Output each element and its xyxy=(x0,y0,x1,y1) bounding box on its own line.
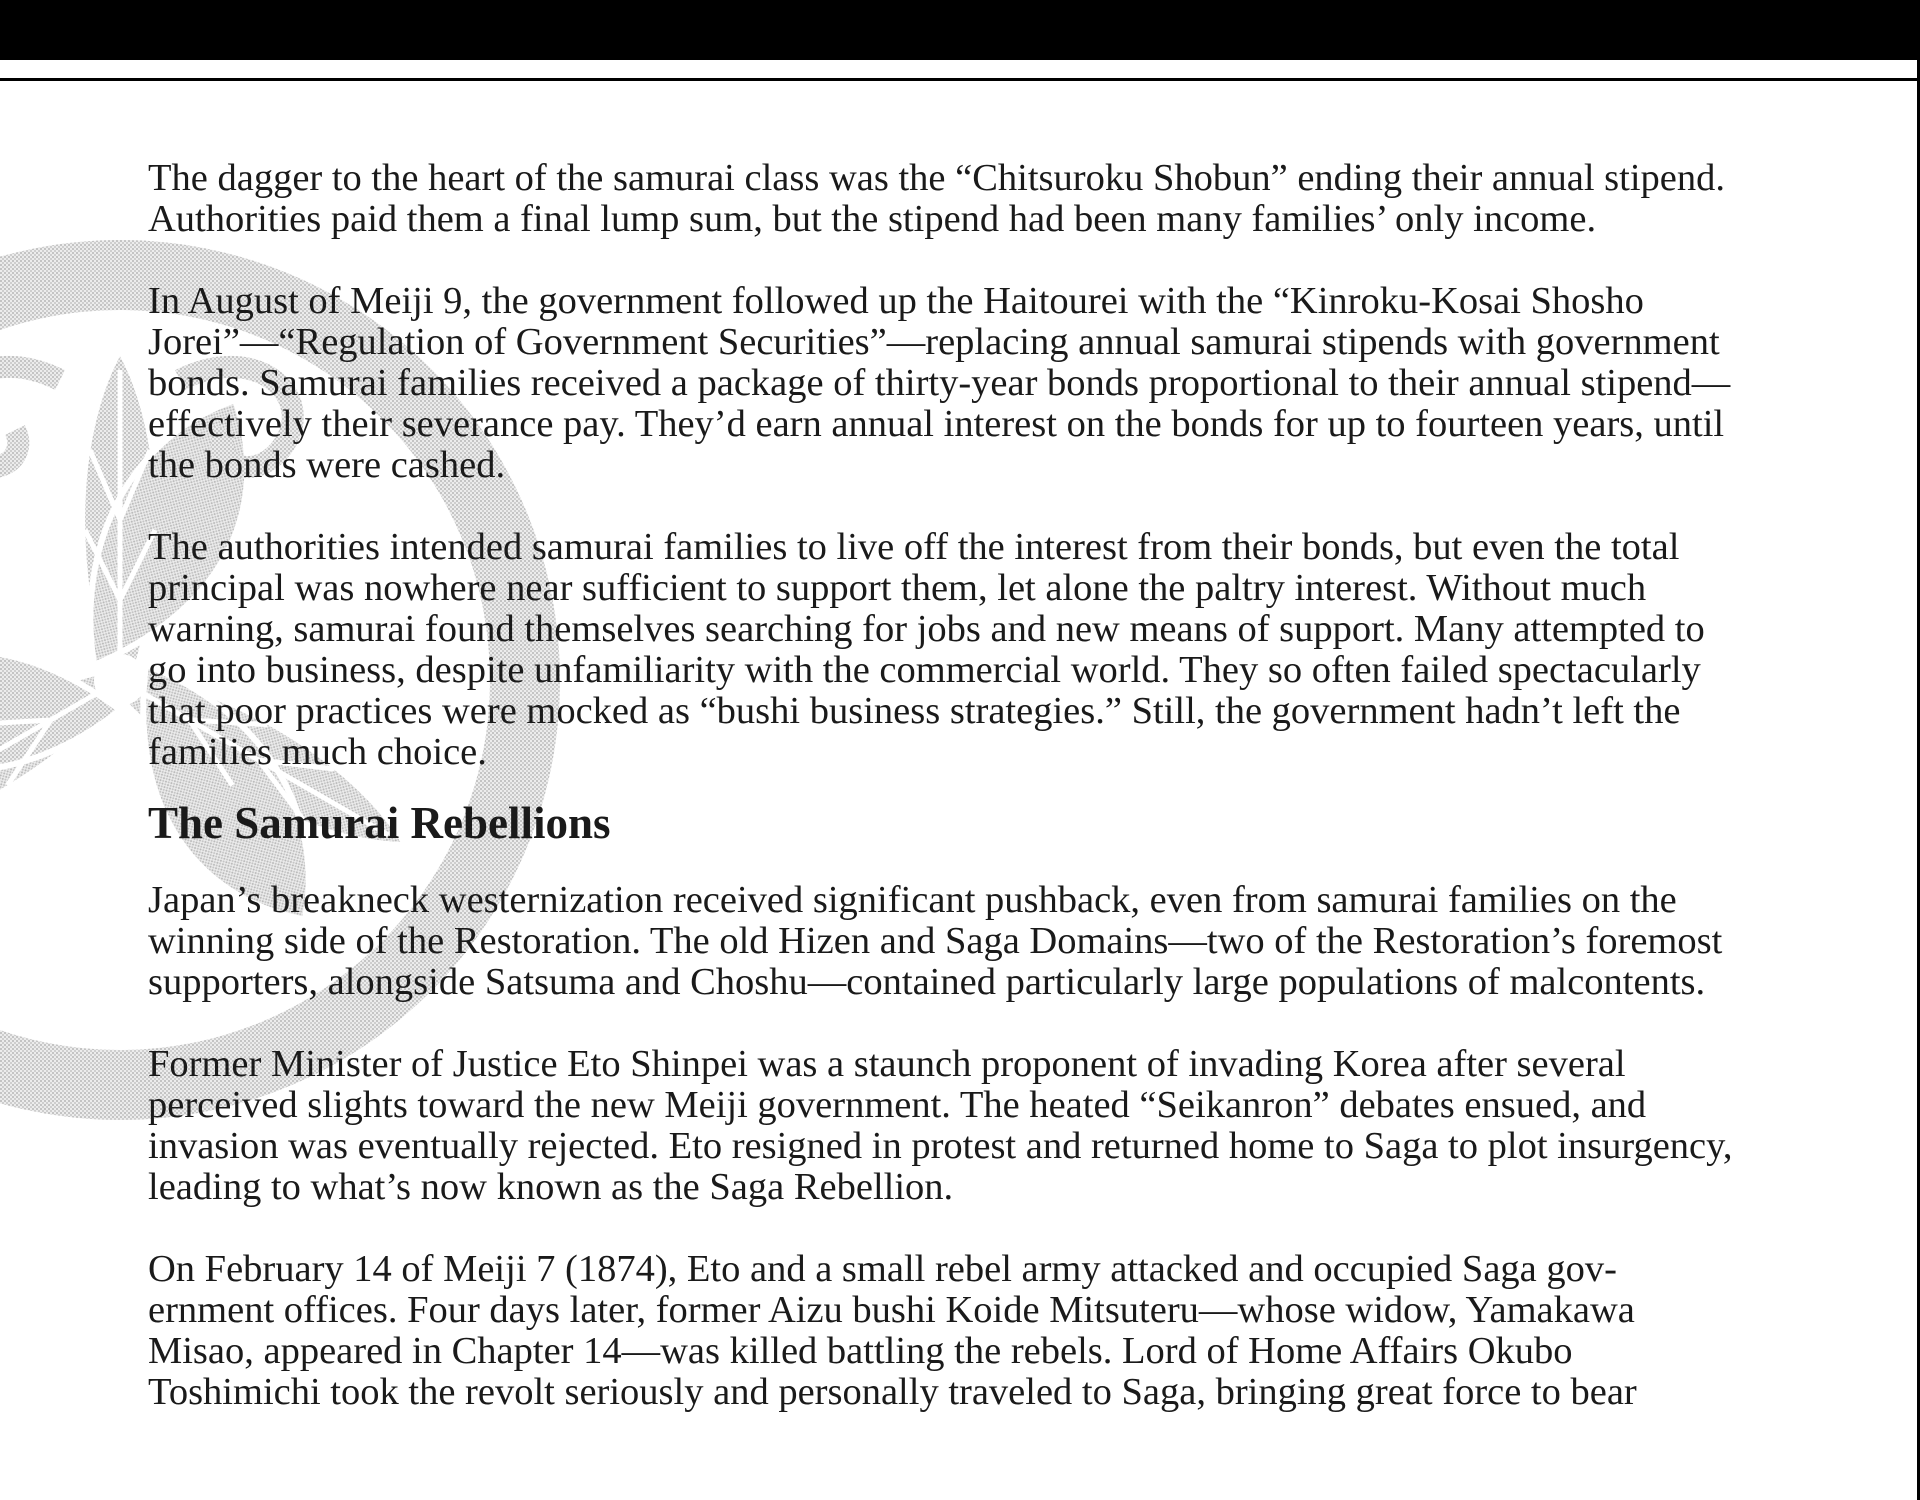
paragraph: Former Minister of Justice Eto Shinpei was a staunch proponent of invading Korea after several perceived slights toward the new Meiji government. The heated “Seikanron” debates ensued, and invasion was eventually rejected. Eto resigned in protest and returned home to Saga to plot insurgency, leading to what’s now known as the Saga Rebellion. xyxy=(148,1043,1733,1208)
paragraph: The authorities intended samurai families to live off the interest from their bonds, but even the total principal was nowhere near sufficient to support them, let alone the paltry interest. Without much warning, samurai found themselves searching for jobs and new means of support. Many attempted to go into business, despite unfamiliarity with the commercial world. They so often failed spectacularly that poor practices were mocked as “bushi business strategies.” Still, the government hadn’t left the families much choice. xyxy=(148,526,1705,773)
paragraph: On February 14 of Meiji 7 (1874), Eto and a small rebel army attacked and occupied Saga gov-ernment offices. Four days later, former Aizu bushi Koide Mitsuteru—whose widow, Yamakawa Misao, appeared in Chapter 14—was killed battling the rebels. Lord of Home Affairs Okubo Toshimichi took the revolt seriously and personally traveled to Saga, bringing great force to bear xyxy=(148,1248,1637,1413)
paragraph: Japan’s breakneck westernization received significant pushback, even from samurai families on the winning side of the Restoration. The old Hizen and Saga Domains—two of the Restoration’s foremost supporters, alongside Satsuma and Choshu—contained particularly large populations of malcontents. xyxy=(148,879,1723,1003)
paragraph: The dagger to the heart of the samurai class was the “Chitsuroku Shobun” ending their annual stipend. Authorities paid them a final lump sum, but the stipend had been many families’ only income. xyxy=(148,157,1726,240)
section-heading: The Samurai Rebellions xyxy=(148,798,611,848)
text-column xyxy=(148,158,1738,1454)
header-rule xyxy=(0,78,1920,81)
paragraph: In August of Meiji 9, the government followed up the Haitourei with the “Kinroku-Kosai Shosho Jorei”—“Regulation of Government Securities”—replacing annual samurai stipends with government bonds. Samurai families received a package of thirty-year bonds proportional to their annual stipend—effectively their severance pay. They’d earn annual interest on the bonds for up to fourteen years, until the bonds were cashed. xyxy=(148,280,1731,486)
header-black-band xyxy=(0,0,1920,60)
